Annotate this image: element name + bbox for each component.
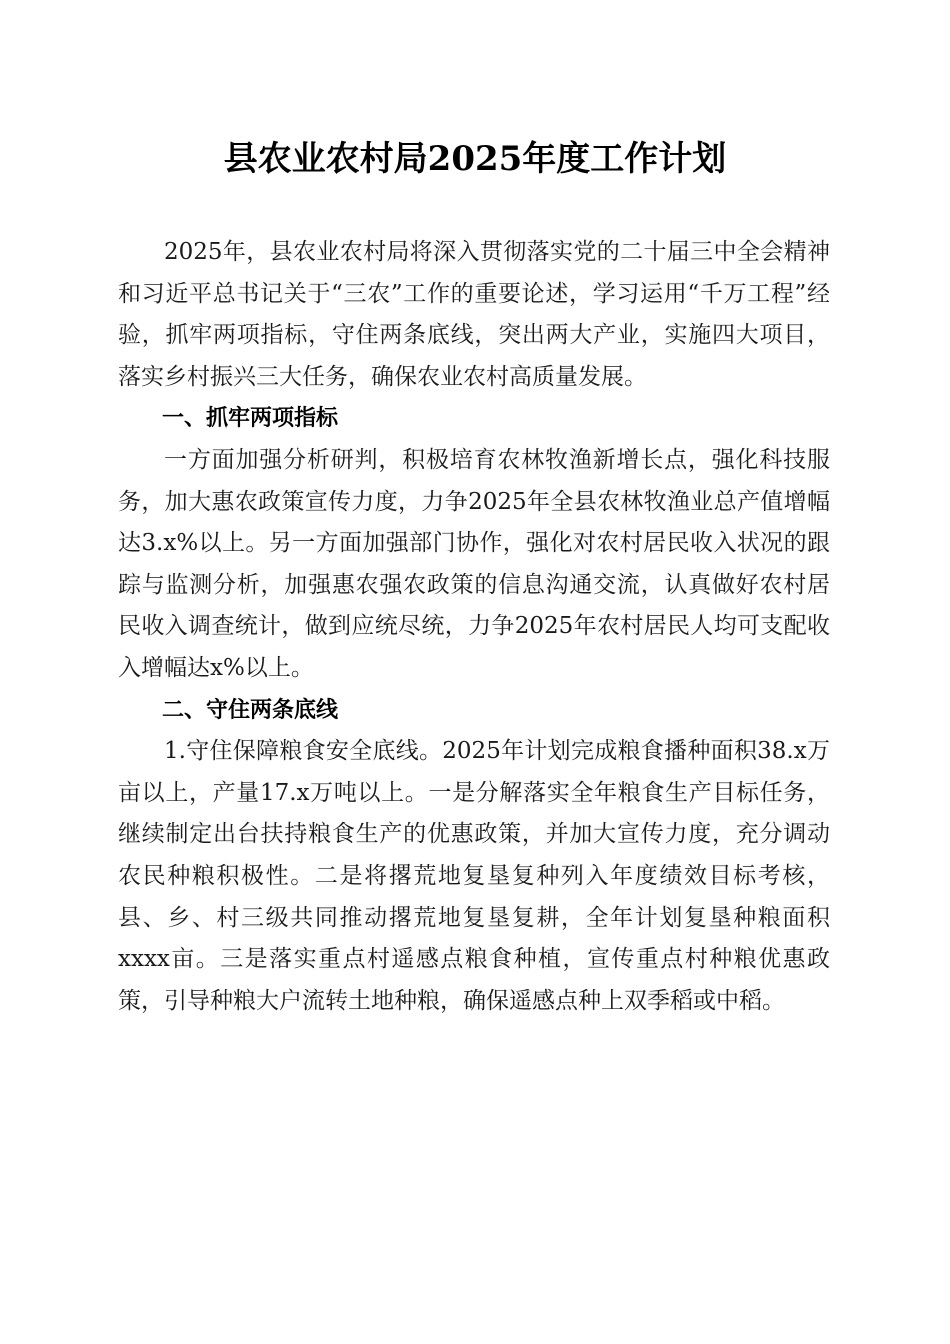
section-1-paragraph: 一方面加强分析研判，积极培育农林牧渔新增长点，强化科技服务，加大惠农政策宣传力度，力争2025年全县农林牧渔业总产值增幅达3.x%以上。另一方面加强部门协作，强化对农村居民收入状况的跟踪与监测分析，加强惠农强农政策的信息沟通交流，认真做好农村居民收入调查统计，做到应统尽统，力争2025年农村居民人均可支配收入增幅达x%以上。: [118, 446, 830, 681]
document-title: 县农业农村局2025年度工作计划: [223, 139, 727, 179]
document-body: [118, 232, 830, 1022]
section-2-paragraph: 1.守住保障粮食安全底线。2025年计划完成粮食播种面积38.x万亩以上，产量17.x万吨以上。一是分解落实全年粮食生产目标任务，继续制定出台扶持粮食生产的优惠政策，并加大宣传力度，充分调动农民种粮积极性。二是将撂荒地复垦复种列入年度绩效目标考核，县、乡、村三级共同推动撂荒地复垦复耕，全年计划复垦种粮面积xxxx亩。三是落实重点村遥感点粮食种植，宣传重点村种粮优惠政策，引导种粮大户流转土地种粮，确保遥感点种上双季稻或中稻。: [118, 738, 830, 1014]
section-1-heading: 一、抓牢两项指标: [162, 406, 339, 432]
intro-paragraph: 2025年，县农业农村局将深入贯彻落实党的二十届三中全会精神和习近平总书记关于“三农”工作的重要论述，学习运用“千万工程”经验，抓牢两项指标，守住两条底线，突出两大产业，实施四大项目，落实乡村振兴三大任务，确保农业农村高质量发展。: [118, 239, 830, 390]
section-2-heading: 二、守住两条底线: [162, 697, 339, 723]
